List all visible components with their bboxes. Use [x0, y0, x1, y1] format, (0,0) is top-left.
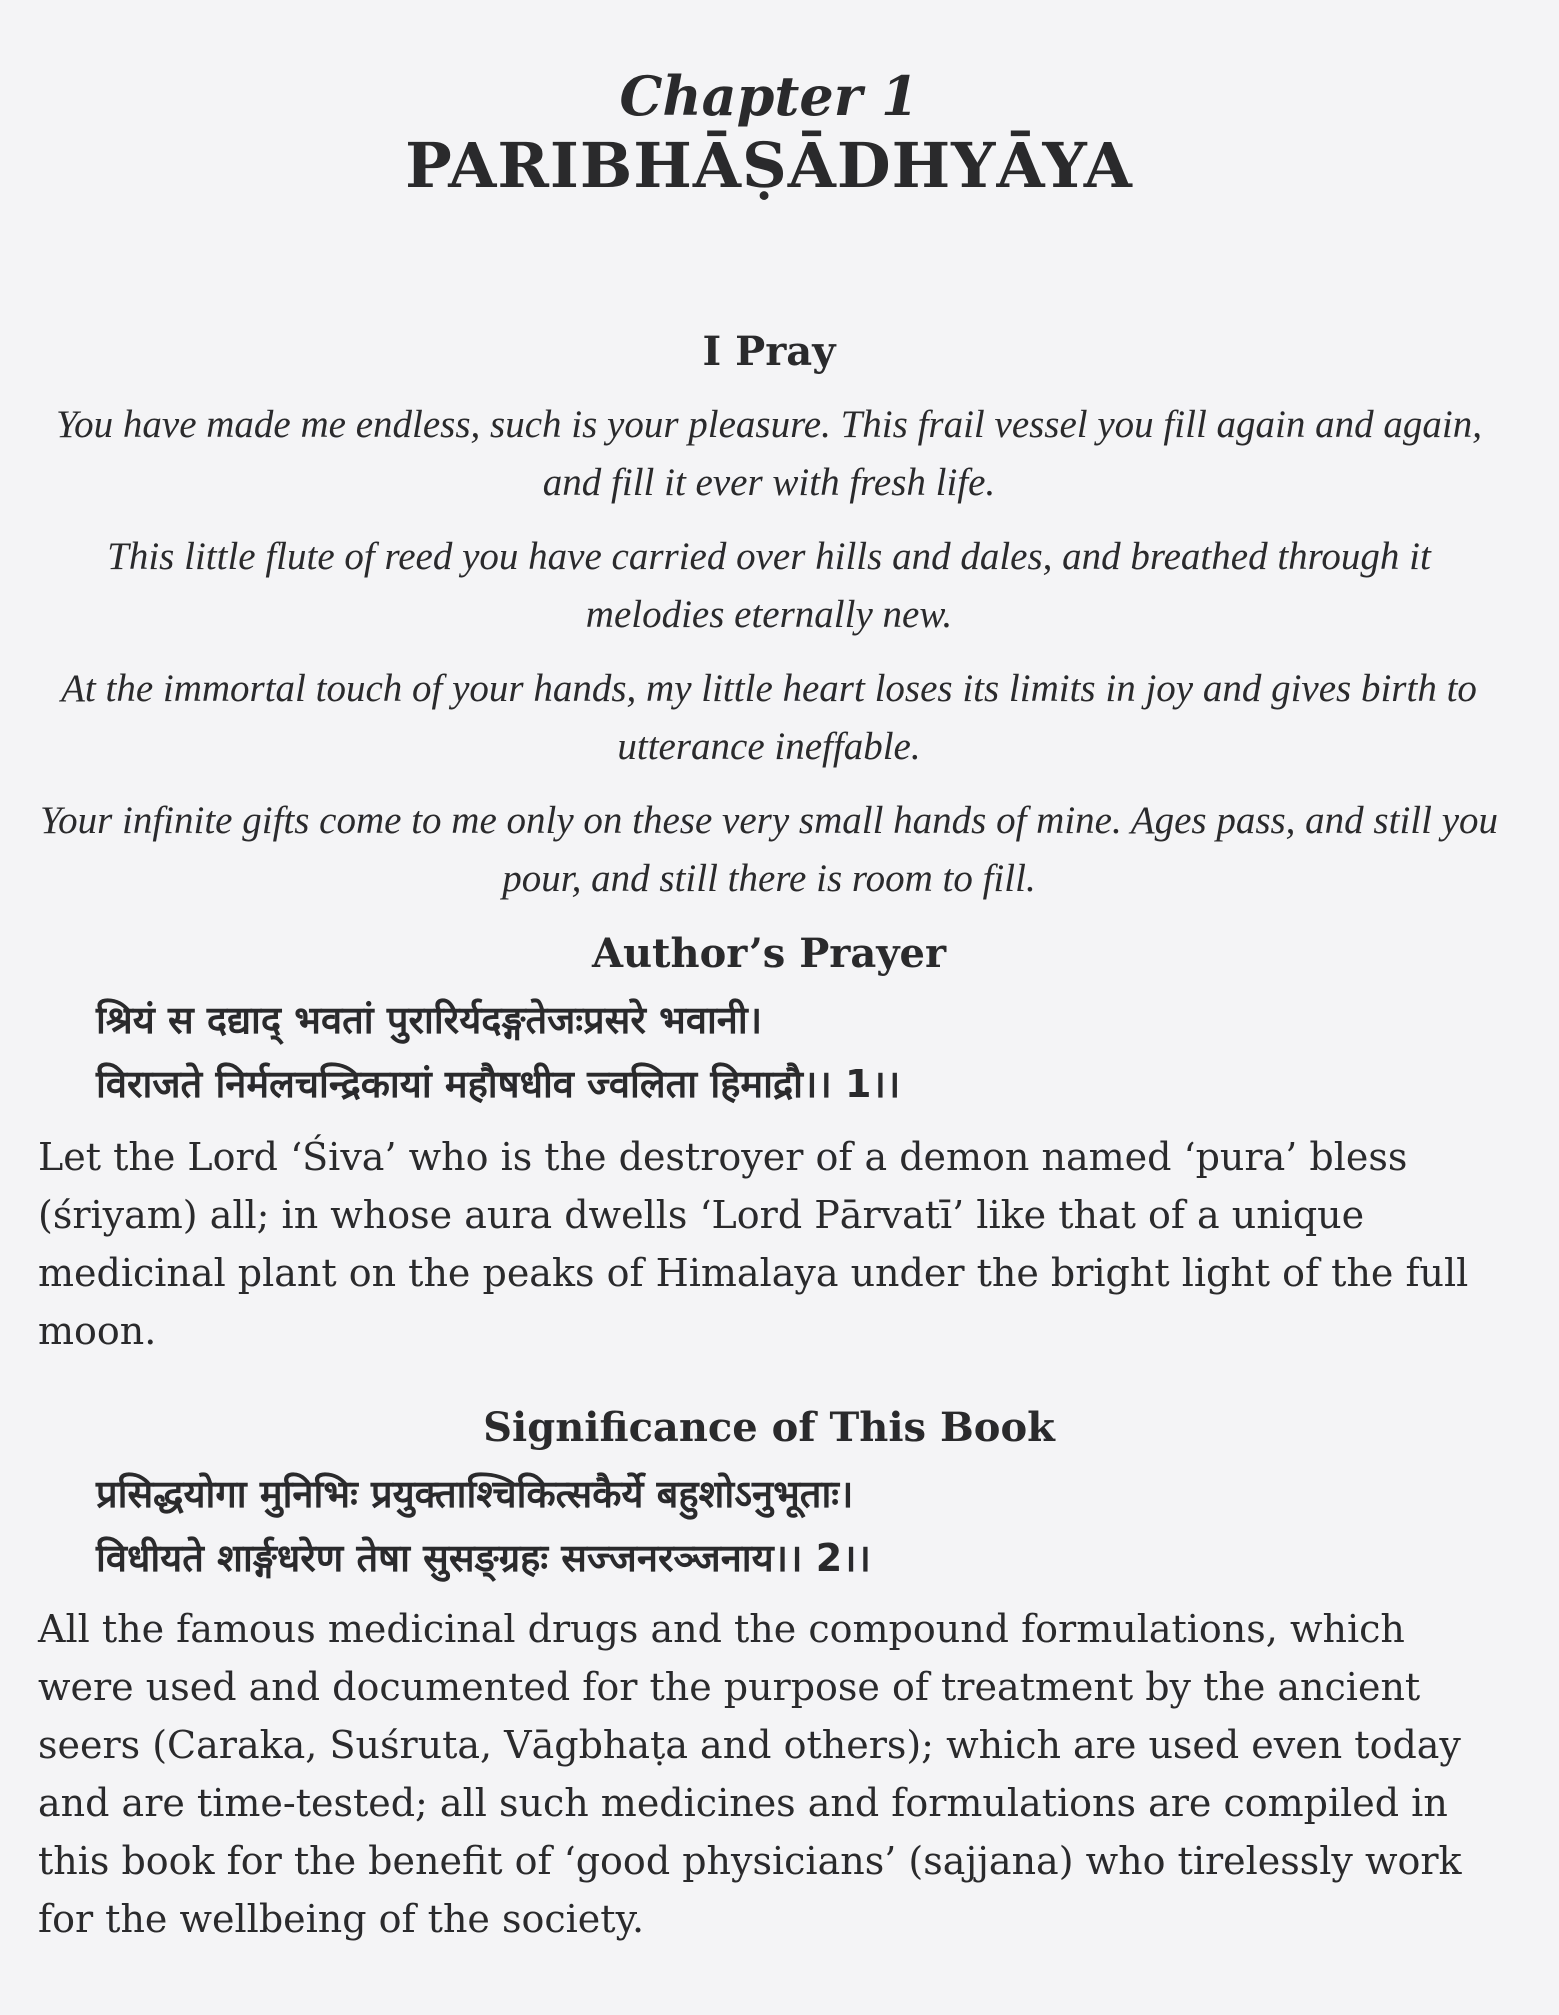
authors-prayer-translation: Let the Lord ‘Śiva’ who is the destroyer of a demon named ‘pura’ bless (śriyam) all; in whose aura dwells ‘Lord Pārvatī’ like that of a unique medicinal plant on the peaks of Himalaya under the bright light of the full moon.: [38, 1135, 1469, 1353]
poem-stanza-1: You have made me endless, such is your pleasure. This frail vessel you fill again and again, and fill it ever with fresh life.: [56, 403, 1482, 504]
chapter-title: PARIBHĀṢĀDHYĀYA: [405, 129, 1133, 202]
sanskrit-verse-2-line-2: विधीयते शार्ङ्गधरेण तेषा सुसङ्ग्रहः सज्जनरञ्जनाय।। 2।।: [96, 1536, 871, 1580]
chapter-label: Chapter 1: [619, 64, 919, 128]
poem-stanza-3: At the immortal touch of your hands, my little heart loses its limits in joy and gives birth to utterance ineffable.: [61, 667, 1477, 768]
poem-stanza-2: This little flute of reed you have carried over hills and dales, and breathed through it melodies eternally new.: [107, 535, 1431, 636]
significance-translation: All the famous medicinal drugs and the compound formulations, which were used and documented for the purpose of treatment by the ancient seers (Caraka, Suśruta, Vāgbhaṭa and others); which are used even today and are time-tested; all such medicines and formulations are compiled in this book for the benefit of ‘good physicians’ (sajjana) who tirelessly work for the wellbeing of the society.: [38, 1607, 1462, 1941]
sanskrit-verse-1-line-1: श्रियं स दद्याद् भवतां पुरारिर्यदङ्गतेजःप्रसरे भवानी।: [96, 998, 763, 1042]
sanskrit-verse-2-line-1: प्रसिद्धयोगा मुनिभिः प्रयुक्ताश्चिकित्सकैर्ये बहुशोऽनुभूताः।: [96, 1472, 854, 1516]
authors-prayer-heading: Author’s Prayer: [591, 930, 947, 977]
poem-stanza-4: Your infinite gifts come to me only on these very small hands of mine. Ages pass, and still you pour, and still there is room to fill.: [39, 799, 1499, 900]
pray-heading: I Pray: [702, 328, 836, 375]
book-page: [38, 64, 1500, 1948]
significance-heading: Significance of This Book: [483, 1404, 1055, 1451]
sanskrit-verse-1-line-2: विराजते निर्मलचन्द्रिकायां महौषधीव ज्वलिता हिमाद्रौ।। 1।।: [96, 1062, 901, 1106]
